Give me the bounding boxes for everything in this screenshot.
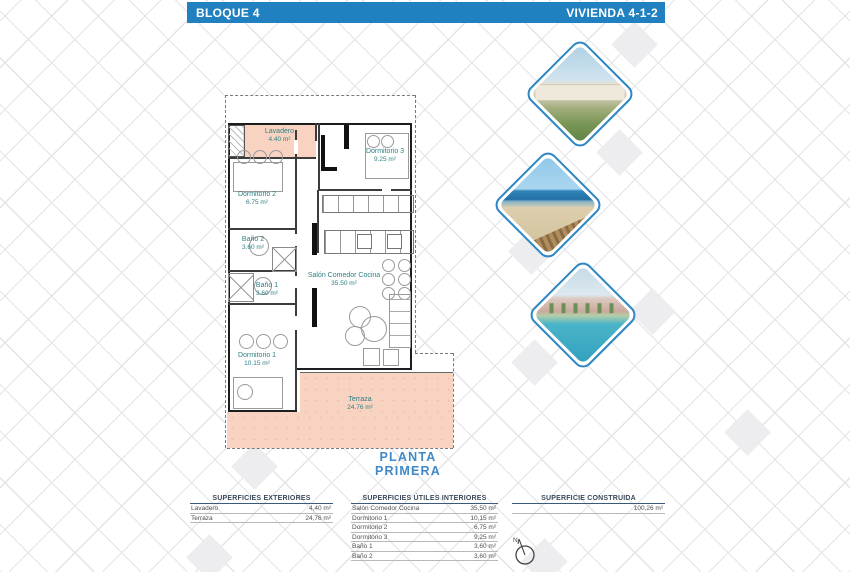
row-value: 10,15 m² — [470, 514, 496, 522]
table-row — [351, 533, 498, 543]
walls — [228, 123, 412, 125]
header-bar — [187, 2, 665, 23]
door-opening — [294, 316, 298, 330]
block-label: BLOQUE 4 — [196, 5, 260, 20]
row-value: 100,26 m² — [633, 505, 663, 512]
background-diamond — [511, 339, 558, 386]
background-diamond — [724, 409, 771, 456]
table-row — [190, 514, 333, 524]
room-label-dormitorio-3: Dormitorio 3 9.25 m² — [365, 148, 405, 163]
table-superficies-utiles-interiores — [351, 495, 498, 561]
background-diamond — [629, 288, 676, 335]
unit-label: VIVIENDA 4-1-2 — [566, 5, 658, 20]
compass-icon — [510, 534, 540, 568]
table-row — [351, 504, 498, 514]
row-value: 4,40 m² — [308, 505, 331, 512]
ottoman-icon — [363, 348, 380, 366]
room-label-bano-1: Baño 1 3.60 m² — [255, 282, 279, 297]
sofa-icon — [389, 294, 411, 348]
terrace-fill — [227, 412, 453, 448]
residential-complex-render-image — [531, 45, 630, 144]
table-row — [351, 552, 498, 562]
background-diamond — [186, 534, 233, 572]
pool-garden-render-image — [534, 266, 633, 365]
chair-icon — [239, 334, 254, 349]
beach-boardwalk-image — [499, 156, 598, 255]
floor-plan — [225, 88, 455, 470]
entry-column — [344, 125, 349, 149]
background-diamond — [611, 21, 658, 68]
row-value: 3,60 m² — [473, 543, 496, 550]
row-value: 35,50 m² — [470, 505, 496, 512]
table-title: SUPERFICIES EXTERIORES — [190, 495, 333, 504]
kitchen-counter — [322, 195, 414, 213]
row-label: Terraza — [191, 514, 213, 522]
room-label-dormitorio-2: Dormitorio 2 6.75 m² — [237, 191, 277, 206]
sink-icon — [387, 234, 402, 249]
row-value: 6,75 m² — [473, 524, 496, 531]
row-label: Lavadero — [191, 505, 219, 512]
table-superficies-exteriores — [190, 495, 333, 523]
row-value: 3,60 m² — [473, 552, 496, 560]
room-label-lavadero: Lavadero 4.40 m² — [264, 128, 295, 143]
plot-boundary — [225, 95, 415, 96]
table-title: SUPERFICIES ÚTILES INTERIORES — [351, 495, 498, 504]
row-label: Dormitorio 3 — [352, 533, 388, 541]
table-row — [351, 523, 498, 533]
row-label: Dormitorio 2 — [352, 524, 388, 531]
room-label-bano-2: Baño 2 3.60 m² — [241, 236, 265, 251]
wardrobe — [312, 288, 317, 327]
wardrobe — [312, 223, 317, 255]
stove-icon — [357, 234, 372, 249]
room-label-dormitorio-1: Dormitorio 1 10.15 m² — [237, 352, 277, 367]
door-opening — [294, 234, 298, 246]
compass-north-label: N — [513, 537, 518, 544]
floor-caption: PLANTA PRIMERA — [374, 450, 442, 478]
table-row — [351, 514, 498, 524]
row-value: 24,76 m² — [305, 514, 331, 522]
table-superficie-construida — [512, 495, 665, 514]
table-row — [351, 542, 498, 552]
row-label: Dormitorio 1 — [352, 514, 388, 522]
room-label-terraza: Terraza 24.76 m² — [347, 396, 373, 411]
photo-diamond-beach — [491, 148, 604, 261]
table-title: SUPERFICIE CONSTRUIDA — [512, 495, 665, 504]
bed-icon — [233, 162, 283, 192]
background-diamond — [596, 129, 643, 176]
dining-chair-icon — [382, 259, 395, 272]
table-row — [190, 504, 333, 514]
row-label: Baño 1 — [352, 543, 373, 550]
row-value: 9,25 m² — [473, 533, 496, 541]
row-label: Salón Comedor Cocina — [352, 505, 420, 512]
row-label: Baño 2 — [352, 552, 373, 560]
table-row — [512, 504, 665, 514]
room-label-salon: Salón Comedor Cocina 35.50 m² — [307, 272, 381, 287]
